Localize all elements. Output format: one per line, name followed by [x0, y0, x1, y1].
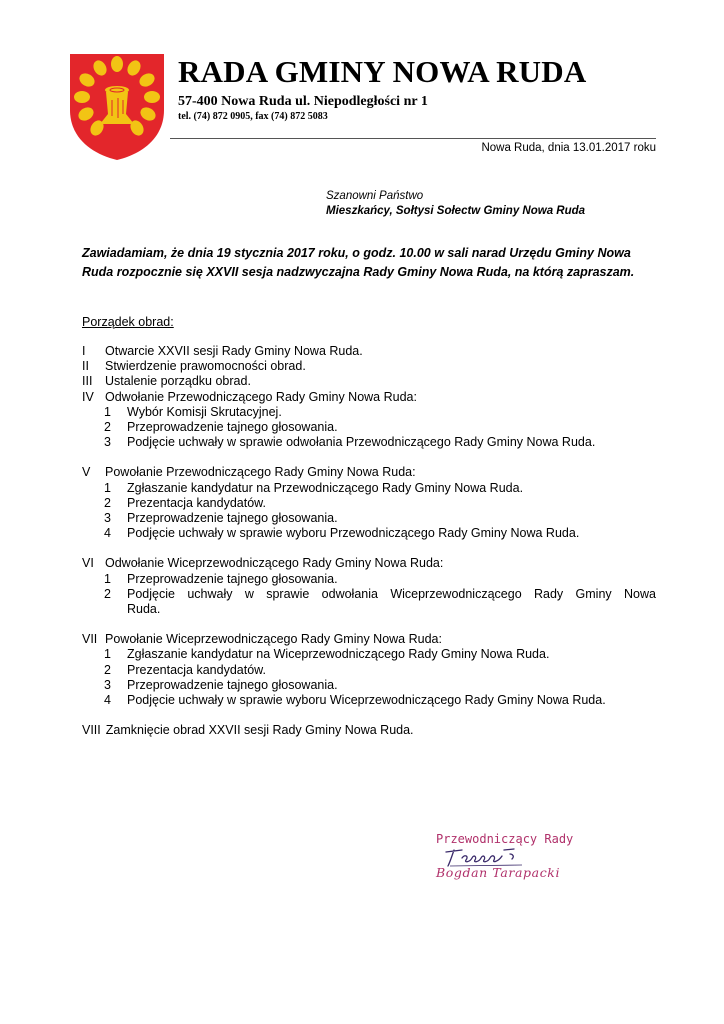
- signature-name: Bogdan Tarapacki: [436, 865, 561, 880]
- agenda-subitem: [82, 511, 656, 526]
- agenda-subitem: [82, 420, 656, 435]
- agenda-item-number: VII: [82, 632, 98, 647]
- agenda-subitem-text: Zgłaszanie kandydatur na Wiceprzewodniczącego Rady Gminy Nowa Ruda.: [127, 647, 550, 662]
- agenda-item: [82, 465, 656, 480]
- agenda-item-text: Powołanie Wiceprzewodniczącego Rady Gminy Nowa Ruda:: [105, 632, 442, 647]
- agenda-subitem: [82, 496, 656, 511]
- salutation-line-2: Mieszkańcy, Sołtysi Sołectw Gminy Nowa Ruda: [326, 205, 586, 217]
- agenda-item: [82, 374, 656, 389]
- header-divider: [170, 138, 656, 139]
- municipal-crest-icon: [68, 52, 166, 162]
- salutation-line-1: Szanowni Państwo: [326, 190, 424, 202]
- agenda-subitem-text: Podjęcie uchwały w sprawie wyboru Wiceprzewodniczącego Rady Gminy Nowa Ruda.: [127, 693, 606, 708]
- agenda-subitem: [82, 693, 656, 708]
- signature-block: [432, 832, 602, 888]
- agenda-subitem: [82, 572, 656, 587]
- agenda-item-number: VIII: [82, 723, 101, 738]
- agenda-item-number: VI: [82, 556, 94, 571]
- signature-title: Przewodniczący Rady: [436, 832, 574, 846]
- agenda-subitem-number: 1: [104, 571, 111, 586]
- council-name: RADA GMINY NOWA RUDA: [178, 54, 587, 89]
- agenda-item-text: Otwarcie XXVII sesji Rady Gminy Nowa Ruda.: [105, 344, 363, 358]
- agenda-subitem: [82, 663, 656, 678]
- agenda-subitem-number: 4: [104, 526, 111, 541]
- agenda-subitem-number: 2: [104, 420, 111, 435]
- agenda-subitem-number: 2: [104, 586, 111, 601]
- agenda-subitem: [82, 587, 656, 617]
- agenda-item-number: I: [82, 344, 86, 358]
- council-phone: tel. (74) 872 0905, fax (74) 872 5083: [178, 111, 328, 122]
- spacer: [82, 450, 656, 465]
- agenda-list: [82, 344, 656, 738]
- agenda-item: [82, 344, 656, 359]
- agenda-item-number: III: [82, 374, 93, 389]
- agenda-subitem-number: 1: [104, 404, 111, 419]
- agenda-subitem-text-line: Podjęcie uchwały w sprawie odwołania Wiceprzewodniczącego Rady Gminy Nowa: [127, 586, 656, 601]
- agenda-item-text: Odwołanie Wiceprzewodniczącego Rady Gminy Nowa Ruda:: [105, 556, 444, 571]
- agenda-subitem-number: 2: [104, 495, 111, 510]
- agenda-item: [82, 390, 656, 405]
- agenda-item-text: Powołanie Przewodniczącego Rady Gminy Nowa Ruda:: [105, 465, 416, 480]
- agenda-subitem: [82, 647, 656, 662]
- agenda-item-text: Ustalenie porządku obrad.: [105, 374, 251, 389]
- document-date: Nowa Ruda, dnia 13.01.2017 roku: [481, 142, 656, 154]
- agenda-item-number: IV: [82, 389, 94, 404]
- agenda-subitem-number: 3: [104, 435, 111, 450]
- agenda-item: [82, 632, 656, 647]
- agenda-item-number: II: [82, 359, 89, 374]
- agenda-subitem: [82, 481, 656, 496]
- agenda-item: [82, 556, 656, 571]
- spacer: [82, 708, 656, 723]
- agenda-item-text: Odwołanie Przewodniczącego Rady Gminy Nowa Ruda:: [105, 389, 417, 404]
- agenda-item: [82, 359, 656, 374]
- agenda-subitem-text: Zgłaszanie kandydatur na Przewodniczącego Rady Gminy Nowa Ruda.: [127, 480, 524, 495]
- agenda-subitem: [82, 678, 656, 693]
- agenda-subitem-text: [127, 587, 656, 617]
- agenda-subitem-text: Podjęcie uchwały w sprawie wyboru Przewodniczącego Rady Gminy Nowa Ruda.: [127, 526, 580, 541]
- agenda-subitem-text: Przeprowadzenie tajnego głosowania.: [127, 677, 338, 692]
- agenda-subitem-number: 4: [104, 693, 111, 708]
- agenda-subitem-number: 1: [104, 480, 111, 495]
- agenda-subitem: [82, 526, 656, 541]
- council-address: 57-400 Nowa Ruda ul. Niepodległości nr 1: [178, 94, 428, 109]
- agenda-subitem-number: 1: [104, 647, 111, 662]
- spacer: [82, 617, 656, 632]
- agenda-subitem-number: 3: [104, 511, 111, 526]
- agenda-item: [82, 723, 656, 738]
- agenda-subitem-number: 3: [104, 677, 111, 692]
- agenda-subitem-text-line: Ruda.: [127, 602, 161, 617]
- agenda-subitem-text: Przeprowadzenie tajnego głosowania.: [127, 571, 338, 586]
- agenda-subitem-text: Wybór Komisji Skrutacyjnej.: [127, 404, 282, 419]
- agenda-subitem-text: Prezentacja kandydatów.: [127, 495, 266, 510]
- agenda-heading: Porządek obrad:: [82, 315, 174, 329]
- agenda-subitem-text: Przeprowadzenie tajnego głosowania.: [127, 511, 338, 526]
- agenda-subitem-number: 2: [104, 662, 111, 677]
- agenda-subitem-text: Przeprowadzenie tajnego głosowania.: [127, 420, 338, 435]
- spacer: [82, 541, 656, 556]
- session-announcement: Zawiadamiam, że dnia 19 stycznia 2017 roku, o godz. 10.00 w sali narad Urzędu Gminy Nowa Ruda rozpocznie się XXVII sesja nadzwyczajna Rady Gminy Nowa Ruda, na którą zapraszam.: [82, 246, 635, 279]
- agenda-item-number: V: [82, 465, 91, 480]
- agenda-subitem: [82, 435, 656, 450]
- agenda-subitem-text: Prezentacja kandydatów.: [127, 662, 266, 677]
- agenda-subitem: [82, 405, 656, 420]
- agenda-subitem-text: Podjęcie uchwały w sprawie odwołania Przewodniczącego Rady Gminy Nowa Ruda.: [127, 435, 596, 450]
- agenda-item-text: Zamknięcie obrad XXVII sesji Rady Gminy Nowa Ruda.: [105, 723, 414, 738]
- agenda-item-text: Stwierdzenie prawomocności obrad.: [105, 359, 306, 374]
